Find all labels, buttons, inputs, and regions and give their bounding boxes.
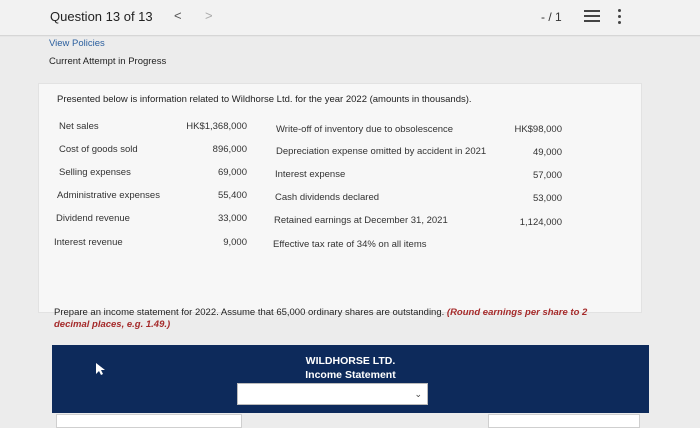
period-select[interactable] — [237, 383, 428, 405]
left-item-label: Cost of goods sold — [59, 144, 138, 155]
left-item-value: 69,000 — [217, 167, 247, 178]
question-header-bar — [0, 0, 700, 36]
statement-header-band — [52, 345, 649, 413]
statement-title: Income Statement — [305, 369, 396, 381]
view-policies-link[interactable]: View Policies — [49, 38, 105, 49]
attempt-status: Current Attempt in Progress — [49, 56, 167, 67]
right-item-value: HK$98,000 — [514, 124, 562, 135]
question-counter: Question 13 of 13 — [50, 9, 153, 24]
left-item-value: 55,400 — [217, 190, 247, 201]
instruction-text — [54, 307, 624, 331]
problem-intro: Presented below is information related to Wildhorse Ltd. for the year 2022 (amounts in thousands). — [57, 94, 472, 105]
left-item-label: Dividend revenue — [56, 213, 130, 224]
score-indicator: - / 1 — [541, 10, 562, 24]
left-item-value: 33,000 — [217, 213, 247, 224]
left-item-value: HK$1,368,000 — [186, 121, 247, 132]
left-item-value: 9,000 — [223, 237, 247, 248]
left-item-value: 896,000 — [212, 144, 247, 155]
left-item-label: Administrative expenses — [57, 190, 160, 201]
problem-data-panel — [38, 83, 642, 313]
right-item-label: Retained earnings at December 31, 2021 — [274, 215, 448, 226]
right-item-label: Cash dividends declared — [275, 192, 380, 203]
next-question-icon[interactable]: > — [205, 8, 213, 23]
right-item-label: Interest expense — [275, 169, 346, 180]
right-item-label: Effective tax rate of 34% on all items — [273, 239, 427, 250]
question-content — [0, 37, 700, 428]
kebab-menu-icon[interactable] — [617, 9, 623, 25]
right-item-label: Depreciation expense omitted by accident in 2021 — [276, 146, 487, 157]
statement-line-item-select[interactable] — [56, 414, 242, 428]
statement-amount-input[interactable] — [488, 414, 640, 428]
right-item-label: Write-off of inventory due to obsolescence — [276, 124, 454, 135]
left-item-label: Selling expenses — [59, 167, 131, 178]
left-item-label: Net sales — [59, 121, 99, 132]
instruction-main: Prepare an income statement for 2022. Assume that 65,000 ordinary shares are outstanding. — [54, 307, 445, 318]
right-item-value: 57,000 — [532, 170, 562, 181]
right-item-value: 49,000 — [532, 147, 562, 158]
list-icon[interactable] — [584, 9, 600, 23]
right-item-value: 1,124,000 — [519, 217, 562, 228]
company-name: WILDHORSE LTD. — [305, 355, 396, 367]
previous-question-icon[interactable]: < — [174, 8, 182, 23]
left-item-label: Interest revenue — [54, 237, 123, 248]
right-item-value: 53,000 — [532, 193, 562, 204]
rounding-note: (Round earnings per share to 2 decimal places, e.g. 1.49.) — [54, 307, 588, 330]
chevron-down-icon: ⌄ — [414, 389, 422, 399]
